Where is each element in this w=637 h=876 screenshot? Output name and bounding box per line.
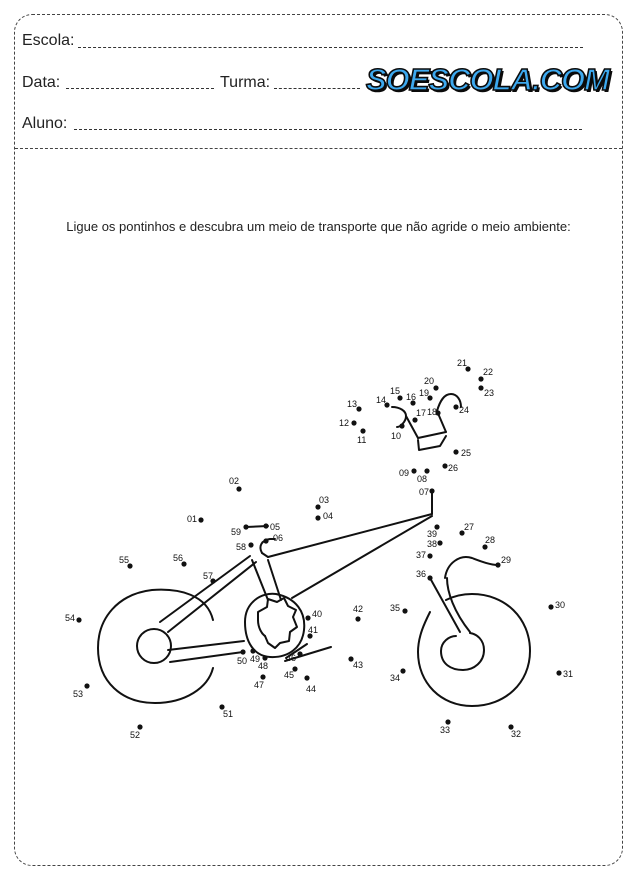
dot-label-14: 14 xyxy=(376,395,387,405)
dot-49 xyxy=(250,648,255,653)
dot-59 xyxy=(243,524,248,529)
dot-label-01: 01 xyxy=(187,514,198,524)
instruction-text: Ligue os pontinhos e descubra um meio de transporte que não agride o meio ambiente: xyxy=(66,219,571,234)
dot-54 xyxy=(76,617,81,622)
dot-label-59: 59 xyxy=(231,527,242,537)
dot-52 xyxy=(137,724,142,729)
dot-25 xyxy=(453,449,458,454)
school-label: Escola: xyxy=(22,32,75,49)
dot-08 xyxy=(424,468,429,473)
dot-40 xyxy=(305,615,310,620)
dot-label-41: 41 xyxy=(308,625,319,635)
dot-50 xyxy=(240,649,245,654)
dot-label-33: 33 xyxy=(440,725,451,735)
dot-label-08: 08 xyxy=(417,474,428,484)
dot-label-43: 43 xyxy=(353,660,364,670)
dot-label-04: 04 xyxy=(323,511,334,521)
dot-label-32: 32 xyxy=(511,729,522,739)
dot-label-47: 47 xyxy=(254,680,265,690)
dot-label-56: 56 xyxy=(173,553,184,563)
dot-label-19: 19 xyxy=(419,388,430,398)
dot-label-17: 17 xyxy=(416,408,427,418)
date-label: Data: xyxy=(22,74,61,91)
dot-44 xyxy=(304,675,309,680)
dot-36 xyxy=(427,575,432,580)
dot-label-13: 13 xyxy=(347,399,358,409)
dot-20 xyxy=(433,385,438,390)
dot-label-11: 11 xyxy=(357,435,367,445)
dot-label-25: 25 xyxy=(461,448,472,458)
dot-26 xyxy=(442,463,447,468)
dot-label-37: 37 xyxy=(416,550,427,560)
dot-label-21: 21 xyxy=(457,358,468,368)
dot-37 xyxy=(427,553,432,558)
dot-label-36: 36 xyxy=(416,569,427,579)
dot-label-16: 16 xyxy=(406,392,417,402)
dot-35 xyxy=(402,608,407,613)
dot-22 xyxy=(478,376,483,381)
dot-label-26: 26 xyxy=(448,463,459,473)
dot-label-39: 39 xyxy=(427,529,438,539)
dot-17 xyxy=(412,417,417,422)
dot-label-46: 46 xyxy=(286,653,297,663)
dot-label-28: 28 xyxy=(485,535,496,545)
dot-label-49: 49 xyxy=(250,654,261,664)
dot-label-58: 58 xyxy=(236,542,247,552)
soescola-logo: SOESCOLA.COM xyxy=(366,62,609,97)
dot-10 xyxy=(399,423,404,428)
dot-46 xyxy=(297,651,302,656)
dot-42 xyxy=(355,616,360,621)
dot-label-09: 09 xyxy=(399,468,410,478)
dot-02 xyxy=(236,486,241,491)
dot-28 xyxy=(482,544,487,549)
dot-09 xyxy=(411,468,416,473)
dot-label-03: 03 xyxy=(319,495,330,505)
dot-label-20: 20 xyxy=(424,376,435,386)
dot-38 xyxy=(437,540,442,545)
dot-label-10: 10 xyxy=(391,431,402,441)
dot-06 xyxy=(263,538,268,543)
dot-05 xyxy=(263,523,268,528)
dot-label-45: 45 xyxy=(284,670,295,680)
dot-33 xyxy=(445,719,450,724)
dot-03 xyxy=(315,504,320,509)
dot-label-06: 06 xyxy=(273,533,284,543)
dot-label-54: 54 xyxy=(65,613,76,623)
dot-48 xyxy=(262,655,267,660)
dot-47 xyxy=(260,674,265,679)
dot-label-05: 05 xyxy=(270,522,281,532)
dot-01 xyxy=(198,517,203,522)
dot-label-35: 35 xyxy=(390,603,401,613)
dot-34 xyxy=(400,668,405,673)
student-label: Aluno: xyxy=(22,115,68,132)
dot-label-53: 53 xyxy=(73,689,84,699)
dot-15 xyxy=(397,395,402,400)
dot-label-52: 52 xyxy=(130,730,141,740)
dot-24 xyxy=(453,404,458,409)
class-label: Turma: xyxy=(220,74,271,91)
dot-label-51: 51 xyxy=(223,709,234,719)
dot-07 xyxy=(429,488,434,493)
dot-12 xyxy=(351,420,356,425)
dot-label-02: 02 xyxy=(229,476,240,486)
dot-04 xyxy=(315,515,320,520)
dot-30 xyxy=(548,604,553,609)
dot-label-42: 42 xyxy=(353,604,364,614)
dot-23 xyxy=(478,385,483,390)
dot-label-29: 29 xyxy=(501,555,512,565)
dot-label-12: 12 xyxy=(339,418,350,428)
dot-label-34: 34 xyxy=(390,673,401,683)
dot-label-44: 44 xyxy=(306,684,317,694)
dot-label-30: 30 xyxy=(555,600,566,610)
dot-label-07: 07 xyxy=(419,487,430,497)
dot-label-48: 48 xyxy=(258,661,269,671)
dot-label-38: 38 xyxy=(427,539,438,549)
dot-label-40: 40 xyxy=(312,609,323,619)
dot-31 xyxy=(556,670,561,675)
dot-label-24: 24 xyxy=(459,405,470,415)
dot-label-57: 57 xyxy=(203,571,214,581)
dot-11 xyxy=(360,428,365,433)
dot-53 xyxy=(84,683,89,688)
dot-29 xyxy=(495,562,500,567)
dot-label-50: 50 xyxy=(237,656,248,666)
dot-label-18: 18 xyxy=(427,407,438,417)
dot-label-55: 55 xyxy=(119,555,130,565)
dot-13 xyxy=(356,406,361,411)
dot-58 xyxy=(248,542,253,547)
dot-label-31: 31 xyxy=(563,669,574,679)
dot-label-27: 27 xyxy=(464,522,475,532)
dot-label-23: 23 xyxy=(484,388,495,398)
dot-label-15: 15 xyxy=(390,386,401,396)
dot-label-22: 22 xyxy=(483,367,494,377)
